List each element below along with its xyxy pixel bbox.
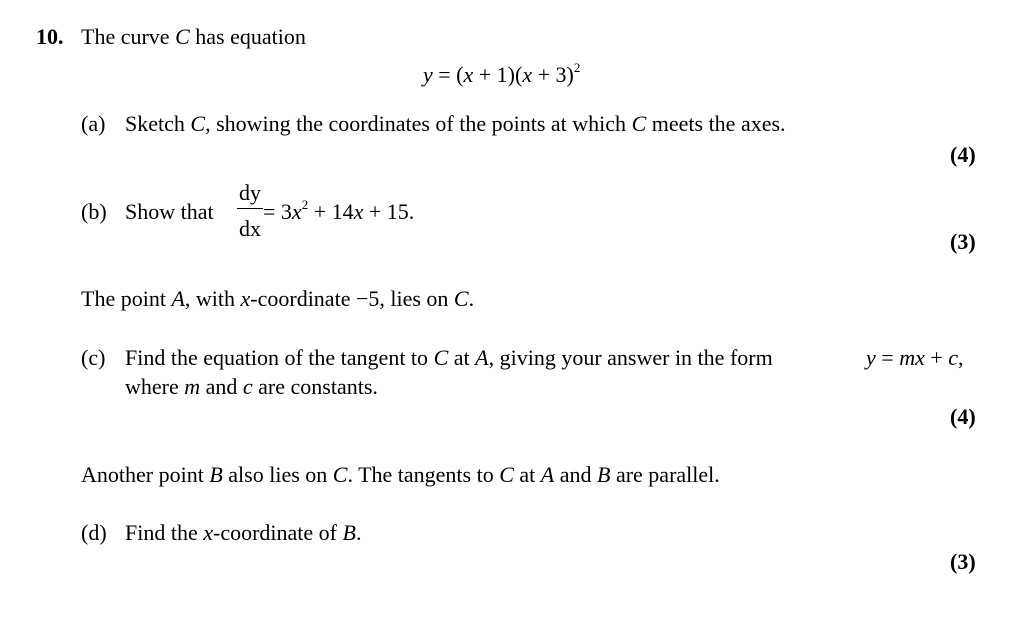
part-a-text: Sketch C, showing the coordinates of the points at which C meets the axes. xyxy=(125,111,786,136)
part-c-form: y = mx + c, xyxy=(866,345,964,370)
derivative-expression: = $3x^2 + 14x + 15$. xyxy=(263,197,415,224)
part-c-marks: (4) xyxy=(950,404,976,429)
part-d-marks: (3) xyxy=(950,549,976,574)
curve-equation: $y = (x + 1)(x + 3)^2$ xyxy=(423,60,581,87)
part-a-marks: (4) xyxy=(950,142,976,167)
fraction-bar xyxy=(237,208,263,209)
part-b-text: Show that xyxy=(125,199,214,224)
derivative-denominator: dx xyxy=(239,216,261,241)
part-d-text: Find the x-coordinate of B. xyxy=(125,520,362,545)
part-c-text: Find the equation of the tangent to C at A, giving your answer in the form xyxy=(125,345,773,370)
point-a-text: The point A, with x-coordinate −5, lies on C. xyxy=(81,286,475,311)
part-a-label: (a) xyxy=(81,111,106,136)
part-b-label: (b) xyxy=(81,199,107,224)
part-c-text-line2: where m and c are constants. xyxy=(125,374,378,399)
question-number: 10. xyxy=(36,24,64,49)
intro-text: The curve C has equation xyxy=(81,24,306,49)
derivative-numerator: dy xyxy=(239,180,261,205)
part-d-label: (d) xyxy=(81,520,107,545)
part-b-marks: (3) xyxy=(950,229,976,254)
part-c-label: (c) xyxy=(81,345,106,370)
point-b-text: Another point B also lies on C. The tangents to C at A and B are parallel. xyxy=(81,462,720,487)
